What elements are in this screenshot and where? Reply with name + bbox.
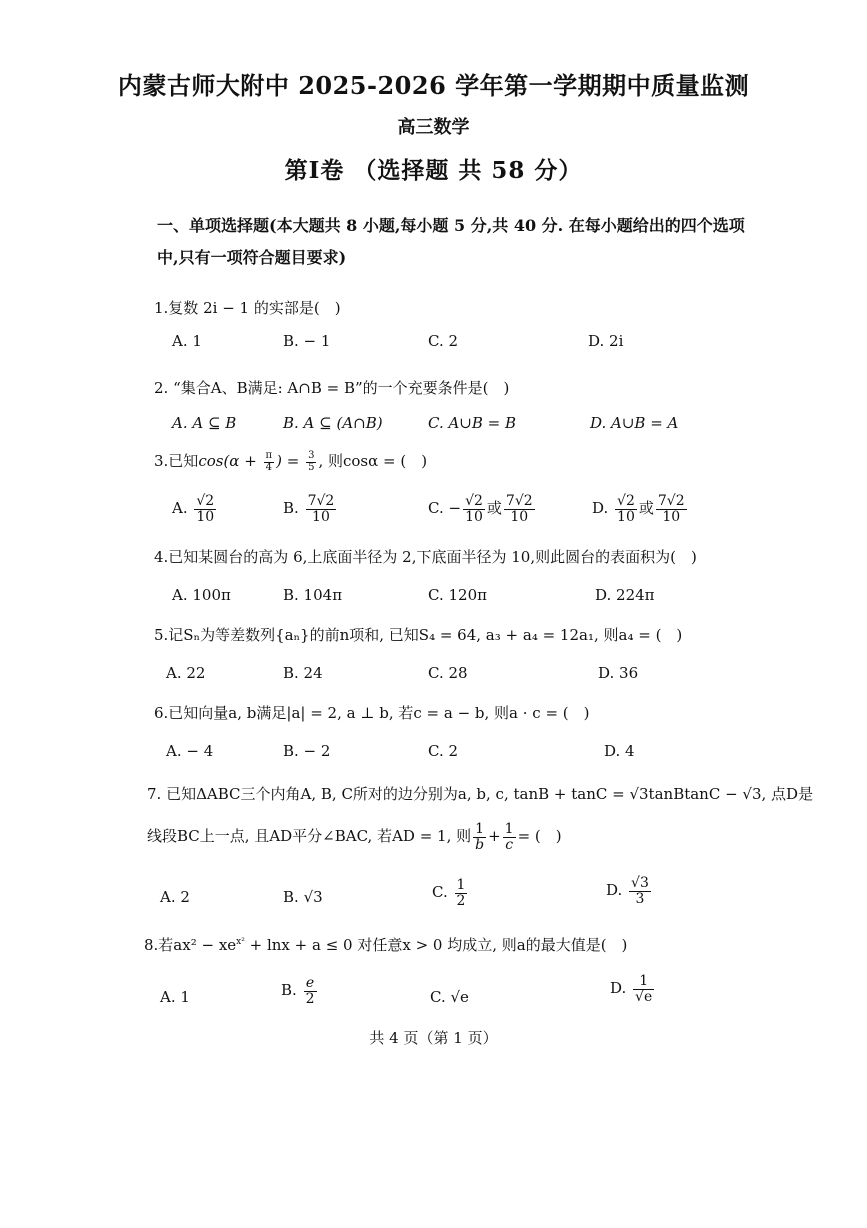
question-2-option-a[interactable]: A. A ⊆ B (172, 414, 237, 432)
question-3-option-c[interactable]: C. − $\frac{√2}{10}$ 或 $\frac{7√2}{10}$ (428, 493, 533, 525)
question-1-option-b[interactable]: B. − 1 (283, 332, 331, 350)
question-7-stem-line1: 7. 已知ΔABC三个内角A, B, C所对的边分别为a, b, c, tanB + tanC = √3tanBtanC − √3, 点D是 (147, 785, 814, 803)
question-8-option-b[interactable]: B. $\frac{e}{2}$ (281, 975, 315, 1007)
section-instructions-line2: 中,只有一项符合题目要求) (157, 248, 347, 267)
question-3-stem: 3.已知cos(α + $\frac{\pi}{4}$ ) = $\frac{3}{5}$ , 则cosα = ( ) (154, 450, 428, 473)
question-5-option-b[interactable]: B. 24 (283, 664, 323, 682)
question-5-option-a[interactable]: A. 22 (166, 664, 206, 682)
question-3-stem-post: , 则cosα = ( ) (318, 452, 428, 470)
exam-subject: 高三数学 (397, 117, 470, 138)
question-5-stem: 5.记Sₙ为等差数列{aₙ}的前n项和, 已知S₄ = 64, a₃ + a₄ = 12a₁, 则a₄ = ( ) (154, 626, 683, 644)
question-4-option-c[interactable]: C. 120π (428, 586, 487, 604)
question-1-option-a[interactable]: A. 1 (172, 332, 202, 350)
question-4-option-b[interactable]: B. 104π (283, 586, 343, 604)
question-2-stem: 2. “集合A、B满足: A∩B = B”的一个充要条件是( ) (154, 379, 510, 397)
exam-title: 内蒙古师大附中 2025-2026 学年第一学期期中质量监测 (117, 71, 750, 100)
question-6-option-d[interactable]: D. 4 (604, 742, 635, 760)
question-1-option-c[interactable]: C. 2 (428, 332, 459, 350)
question-7-option-c[interactable]: C. $\frac{1}{2}$ (432, 877, 466, 909)
question-7-option-b[interactable]: B. √3 (283, 888, 323, 906)
question-5-option-c[interactable]: C. 28 (428, 664, 468, 682)
question-6-option-c[interactable]: C. 2 (428, 742, 459, 760)
question-3-stem-fraction-35: $\frac{3}{5}$ (308, 450, 315, 473)
question-7-option-a[interactable]: A. 2 (160, 888, 190, 906)
question-6-option-b[interactable]: B. − 2 (283, 742, 331, 760)
question-7-option-d[interactable]: D. $\frac{√3}{3}$ (606, 875, 649, 907)
question-2-option-c[interactable]: C. A∪B = B (428, 414, 517, 432)
question-5-option-d[interactable]: D. 36 (598, 664, 639, 682)
question-7-fraction-1b: $\frac{1}{b}$ (475, 821, 485, 853)
question-8-option-a[interactable]: A. 1 (160, 988, 190, 1006)
section-instructions-line1: 一、单项选择题(本大题共 8 小题,每小题 5 分,共 40 分. 在每小题给出的四个选项 (157, 216, 745, 235)
question-4-stem: 4.已知某圆台的高为 6,上底面半径为 2,下底面半径为 10,则此圆台的表面积为( ) (154, 548, 697, 566)
question-8-option-c[interactable]: C. √e (430, 988, 469, 1006)
page-footer: 共 4 页（第 1 页） (369, 1029, 498, 1047)
question-6-stem: 6.已知向量a, b满足|a| = 2, a ⊥ b, 若c = a − b, 则a · c = ( ) (154, 704, 590, 722)
question-3-option-b[interactable]: B. $\frac{7√2}{10}$ (283, 493, 335, 525)
question-3-stem-cos: cos(α + (198, 452, 262, 470)
question-1-option-d[interactable]: D. 2i (588, 332, 624, 350)
question-3-stem-fraction-pi4: $\frac{\pi}{4}$ (265, 450, 273, 473)
question-7-stem-line2: 线段BC上一点, 且AD平分∠BAC, 若AD = 1, 则 $\frac{1}{b}$ + $\frac{1}{c}$ = ( ) (147, 821, 562, 853)
part-heading: 第Ⅰ卷 （选择题 共 58 分） (284, 157, 583, 184)
question-4-option-d[interactable]: D. 224π (595, 586, 655, 604)
question-4-option-a[interactable]: A. 100π (172, 586, 231, 604)
question-7-fraction-1c: $\frac{1}{c}$ (504, 821, 514, 853)
question-2-option-b[interactable]: B. A ⊆ (A∩B) (283, 414, 383, 432)
question-3-option-d[interactable]: D. $\frac{√2}{10}$ 或 $\frac{7√2}{10}$ (592, 493, 685, 525)
question-1-stem: 1.复数 2i − 1 的实部是( ) (154, 299, 341, 317)
question-6-option-a[interactable]: A. − 4 (166, 742, 214, 760)
question-3-stem-pre: 3.已知 (154, 452, 199, 470)
question-3-option-a[interactable]: A. $\frac{√2}{10}$ (172, 493, 215, 525)
question-8-option-d[interactable]: D. $\frac{1}{√e}$ (610, 973, 653, 1005)
question-8-stem: 8.若$ax^2 - xe^{x^2} + \ln x + a \le 0$ 对任意x > 0 均成立, 则a的最大值是( ) (144, 936, 628, 954)
question-2-option-d[interactable]: D. A∪B = A (590, 414, 679, 432)
